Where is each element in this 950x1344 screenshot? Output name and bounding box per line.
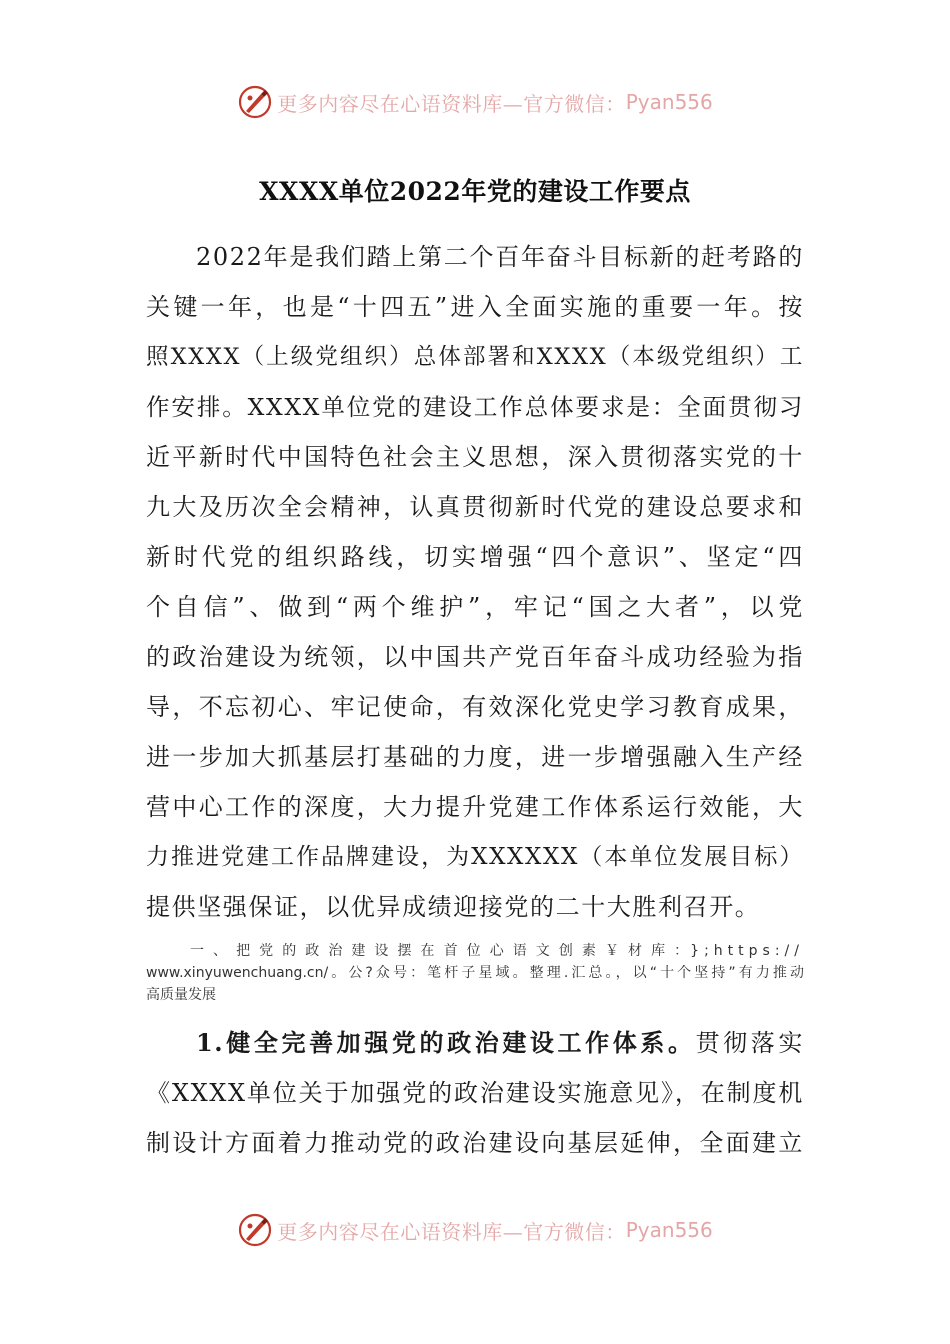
intro-line: 提供坚强保证，以优异成绩迎接党的二十大胜利召开。 xyxy=(146,893,761,921)
banner-text: 更多内容尽在心语资料库—官方微信： xyxy=(277,1219,626,1244)
intro-line: 九大及历次全会精神，认真贯彻新时代党的建设总要求和 xyxy=(146,493,804,521)
intro-line: 导，不忘初心、牢记使命，有效深化党史学习教育成果， xyxy=(146,693,804,721)
intro-line: 个自信”、做到“两个维护”，牢记“国之大者”，以党 xyxy=(146,593,804,621)
section-one-line: 一、把党的政治建设摆在首位心语文创素￥材库：};https:// xyxy=(190,943,804,959)
intro-line: 关键一年，也是“十四五”进入全面实施的重要一年。按 xyxy=(146,293,804,321)
intro-line: 营中心工作的深度，大力提升党建工作体系运行效能，大 xyxy=(146,793,804,821)
intro-line: 照XXXX（上级党组织）总体部署和XXXX（本级党组织）工 xyxy=(146,344,804,370)
item-one-line: 制设计方面着力推动党的政治建设向基层延伸，全面建立 xyxy=(146,1129,804,1157)
header-watermark-banner xyxy=(0,80,950,124)
intro-line: 近平新时代中国特色社会主义思想，深入贯彻落实党的十 xyxy=(146,443,804,471)
section-one-line: www.xinyuwenchuang.cn/。公?众号：笔杆子星域。整理.汇总。，以“十个坚持”有力推动 xyxy=(146,965,804,981)
section-one-line: 高质量发展 xyxy=(146,987,216,1003)
intro-line: 进一步加大抓基层打基础的力度，进一步增强融入生产经 xyxy=(146,743,804,771)
pen-circle-icon xyxy=(237,84,273,120)
item-one-paragraph xyxy=(146,1018,804,1168)
intro-line: 作安排。XXXX单位党的建设工作总体要求是：全面贯彻习 xyxy=(146,393,804,421)
item-one-first-line-rest: 贯彻落实 xyxy=(695,1029,804,1057)
intro-line: 力推进党建工作品牌建设，为XXXXXX（本单位发展目标） xyxy=(146,844,804,870)
item-one-line: 《XXXX单位关于加强党的政治建设实施意见》，在制度机 xyxy=(146,1079,804,1107)
document-title: XXXX单位2022年党的建设工作要点 xyxy=(259,177,691,206)
item-one-heading: 1.健全完善加强党的政治建设工作体系。 xyxy=(196,1028,696,1057)
intro-line: 新时代党的组织路线，切实增强“四个意识”、坚定“四 xyxy=(146,543,804,571)
pen-circle-icon xyxy=(237,1212,273,1248)
item-one-first-line xyxy=(146,1018,804,1068)
intro-line: 的政治建设为统领，以中国共产党百年奋斗成功经验为指 xyxy=(146,643,804,671)
intro-line: 2022年是我们踏上第二个百年奋斗目标新的赶考路的 xyxy=(196,243,804,271)
banner-wechat-id: Pyan556 xyxy=(625,90,713,114)
section-one-heading xyxy=(146,940,804,1006)
intro-paragraph xyxy=(146,232,804,932)
banner-wechat-id: Pyan556 xyxy=(625,1218,713,1242)
footer-watermark-banner xyxy=(0,1208,950,1252)
banner-text: 更多内容尽在心语资料库—官方微信： xyxy=(277,91,626,116)
